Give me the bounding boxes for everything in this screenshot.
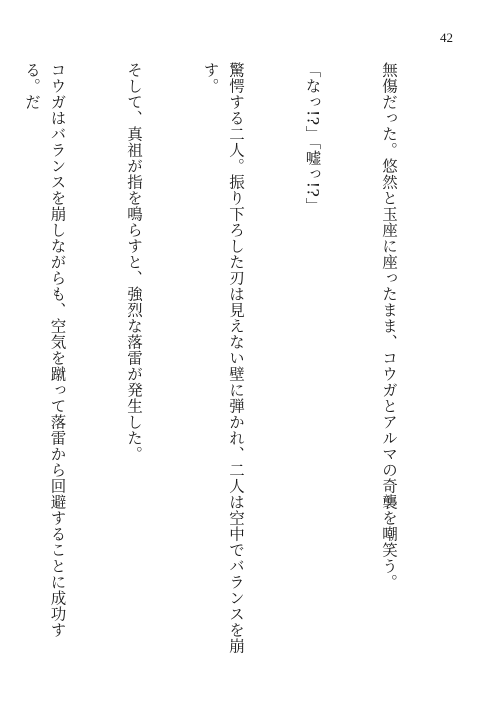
page-number: 42 xyxy=(440,30,453,45)
vertical-text-body xyxy=(0,62,452,662)
text-line: そして、真祖が指を鳴らすと、強烈な落雷が発生した。 xyxy=(125,62,143,462)
text-line: 「なっ!?」「嘘っ!?」 xyxy=(303,62,322,214)
text-line: コウガはバランスを崩しながらも、空気を蹴って落雷から回避することに成功する。だ xyxy=(23,62,67,638)
text-line: 驚愕する二人。振り下ろした刃は見えない壁に弾かれ、二人は空中でバランスを崩す。 xyxy=(201,62,245,654)
text-line: 無傷だった。悠然と玉座に座ったまま、コウガとアルマの奇襲を嘲笑う。 xyxy=(380,62,398,590)
